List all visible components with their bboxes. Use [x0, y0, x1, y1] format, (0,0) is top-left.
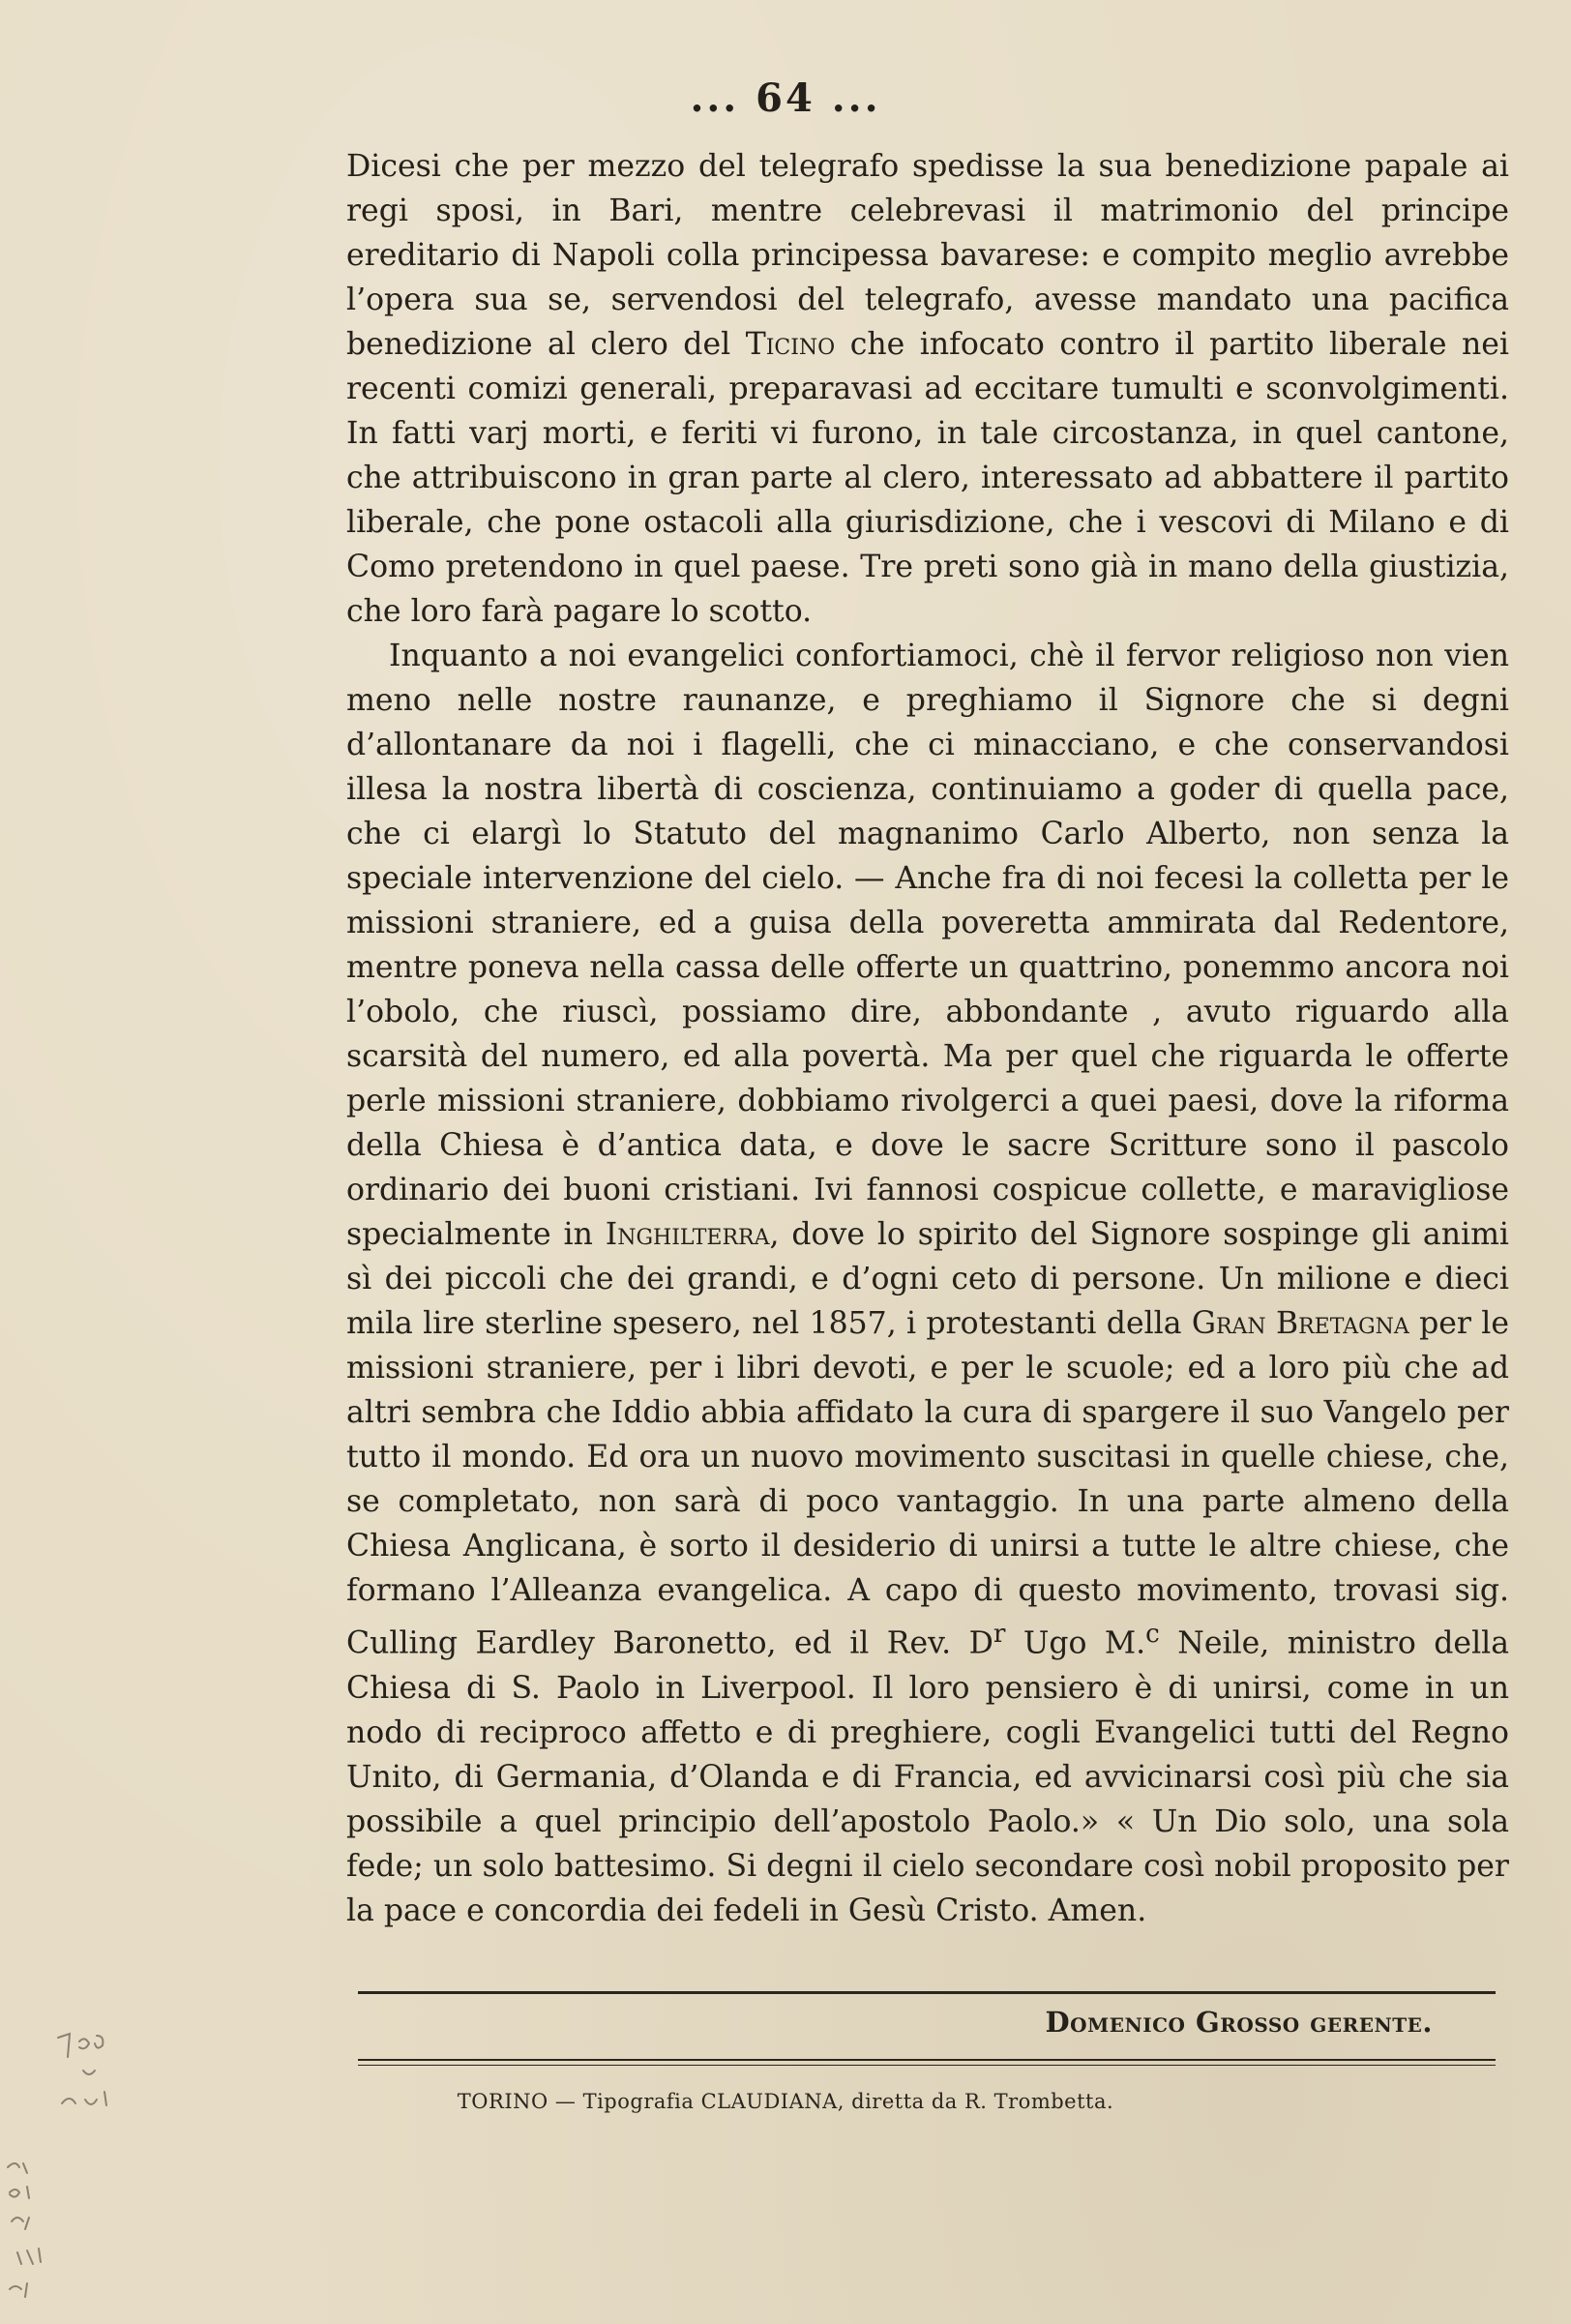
superscript: c — [1145, 1620, 1160, 1650]
divider-double-rule — [358, 2059, 1496, 2066]
text-run: , dove lo spirito del Signore sospinge gli animi sì dei piccoli che dei grandi, e d’ogni ceto di persone. Un milione e dieci mila lire sterline spesero, nel 1857, i protestanti della — [346, 1216, 1510, 1341]
pencil-marks-icon — [0, 2022, 135, 2312]
superscript: r — [993, 1620, 1006, 1650]
page-number: ... 64 ... — [690, 75, 881, 121]
text-run: Ugo M. — [1005, 1625, 1146, 1661]
body-text — [346, 145, 1509, 1934]
text-run: Neile, ministro della Chiesa di S. Paolo in Liverpool. Il loro pensiero è di unirsi, come in un nodo di reciproco affetto e di preghiere, cogli Evangelici tutti del Regno Unito, di Germania, d’Olanda e di Francia, ed avvicinarsi così più che sia possibile a quel principio dell’apostolo Paolo.» « Un Dio solo, una sola fede; un solo battesimo. Si degni il cielo secondare così nobil proposito per la pace e concordia dei fedeli in Gesù Cristo. Amen. — [346, 1625, 1509, 1928]
text-run: Dicesi che per mezzo del telegrafo spedisse la sua benedizione papale ai regi sposi, in Bari, mentre celebrevasi il matrimonio del principe ereditario di Napoli colla principessa bavarese: e compito meglio avrebbe l’opera sua se, servendosi del telegrafo, avesse mandato una pacifica benedizione al clero del — [346, 149, 1509, 362]
text-run: che infocato contro il partito liberale nei recenti comizi generali, preparavasi ad eccitare tumulti e sconvolgimenti. In fatti varj morti, e feriti vi furono, in tale circostanza, in quel cantone, che attribuiscono in gran parte al clero, interessato ad abbattere il partito liberale, che pone ostacoli alla giurisdizione, che i vescovi di Milano e di Como pretendono in quel paese. Tre preti sono già in mano della giustizia, che loro farà pagare lo scotto. — [346, 326, 1509, 629]
place-name: Inghilterra — [605, 1216, 770, 1252]
handwritten-margin-marks — [0, 2022, 135, 2312]
paragraph — [346, 635, 1509, 1934]
text-run: Inquanto a noi evangelici confortiamoci, chè il fervor religioso non vien meno nelle nostre raunanze, e preghiamo il Signore che si degni d’allontanare da noi i flagelli, che ci minacciano, e che conservandosi illesa la nostra libertà di coscienza, continuiamo a goder di quella pace, che ci elargì lo Statuto del magnanimo Carlo Alberto, non senza la speciale intervenzione del cielo. — Anche fra di noi fecesi la colletta per le missioni straniere, ed a guisa della poveretta ammirata dal Redentore, mentre poneva nella cassa delle offerte un quattrino, ponemmo ancora noi l’obolo, che riuscì, possiamo dire, abbondante , avuto riguardo alla scarsità del numero, ed alla povertà. Ma per quel che riguarda le offerte perle missioni straniere, dobbiamo rivolgerci a quei paesi, dove la riforma della Chiesa è d’antica data, e dove le sacre Scritture sono il pascolo ordinario dei buoni cristiani. Ivi fannosi cospicue collette, e maravigliose specialmente in — [346, 638, 1509, 1252]
paragraph — [346, 145, 1509, 635]
signature: Domenico Grosso gerente. — [1045, 2006, 1433, 2039]
divider-rule — [358, 1991, 1496, 1994]
text-run: per le missioni straniere, per i libri devoti, e per le scuole; ed a loro più che ad altri sembra che Iddio abbia affidato la cura di spargere il suo Vangelo per tutto il mondo. Ed ora un nuovo movimento suscitasi in quelle chiese, che, se completato, non sarà di poco vantaggio. In una parte almeno della Chiesa Anglicana, è sorto il desiderio di unirsi a tutte le altre chiese, che formano l’Alleanza evangelica. A capo di questo movimento, trovasi sig. Culling Eardley Baronetto, ed il Rev. D — [346, 1305, 1509, 1661]
printer-imprint: TORINO — Tipografia CLAUDIANA, diretta da R. Trombetta. — [457, 2090, 1114, 2113]
place-name: Gran Bretagna — [1191, 1305, 1409, 1341]
place-name: Ticino — [745, 326, 836, 362]
